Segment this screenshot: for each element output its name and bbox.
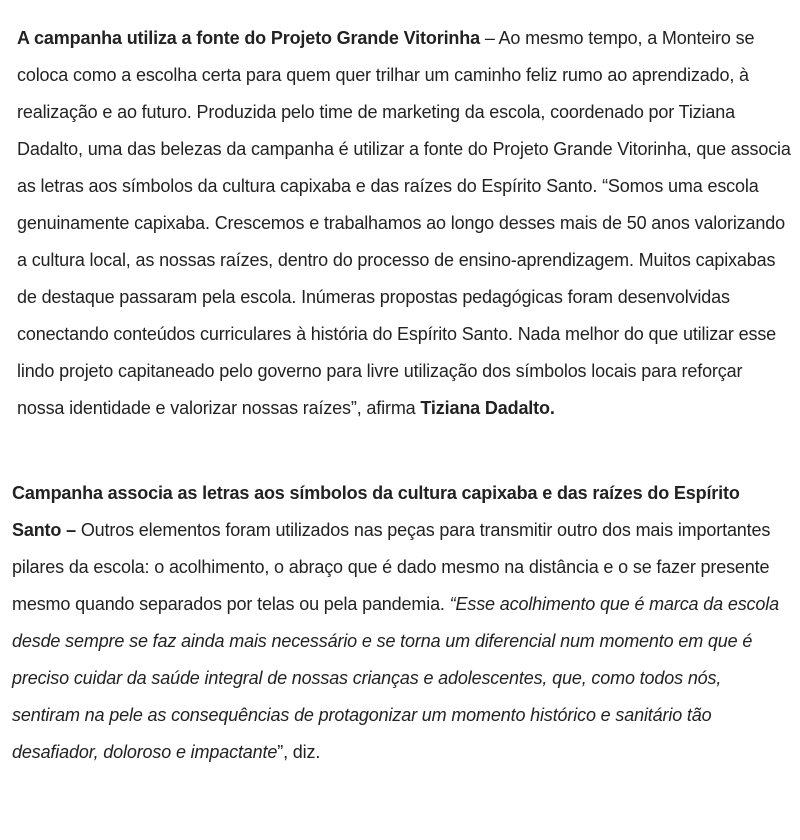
paragraph-lead-heading: Campanha associa as letras aos símbolos da cultura capixaba e das raízes do Espírito Santo – (12, 483, 740, 540)
quoted-person-name: Tiziana Dadalto. (420, 398, 555, 418)
italic-quote: “Esse acolhimento que é marca da escola desde sempre se faz ainda mais necessário e se torna um diferencial num momento em que é preciso cuidar da saúde integral de nossas crianças e adolescentes, que, como todos nós, sentiram na pele as consequências de protagonizar um momento histórico e sanitário tão desafiador, doloroso e impactante (12, 594, 779, 762)
paragraph-campaign-font (17, 20, 792, 427)
quote-attribution: ”, diz. (277, 742, 321, 762)
paragraph-text: – Ao mesmo tempo, a Monteiro se coloca como a escolha certa para quem quer trilhar um caminho feliz rumo ao aprendizado, à realização e ao futuro. Produzida pelo time de marketing da escola, coordenado por Tiziana Dadalto, uma das belezas da campanha é utilizar a fonte do Projeto Grande Vitorinha, que associa as letras aos símbolos da cultura capixaba e das raízes do Espírito Santo. “Somos uma escola genuinamente capixaba. Crescemos e trabalhamos ao longo desses mais de 50 anos valorizando a cultura local, as nossas raízes, dentro do processo de ensino-aprendizagem. Muitos capixabas de destaque passaram pela escola. Inúmeras propostas pedagógicas foram desenvolvidas conectando conteúdos curriculares à história do Espírito Santo. Nada melhor do que utilizar esse lindo projeto capitaneado pelo governo para livre utilização dos símbolos locais para reforçar nossa identidade e valorizar nossas raízes”, afirma (17, 28, 791, 418)
paragraph-text: Outros elementos foram utilizados nas peças para transmitir outro dos mais importantes pilares da escola: o acolhimento, o abraço que é dado mesmo na distância e o se fazer presente mesmo quando separados por telas ou pela pandemia. (12, 520, 771, 614)
paragraph-lead-heading: A campanha utiliza a fonte do Projeto Grande Vitorinha (17, 28, 480, 48)
paragraph-campaign-symbols (12, 475, 792, 771)
